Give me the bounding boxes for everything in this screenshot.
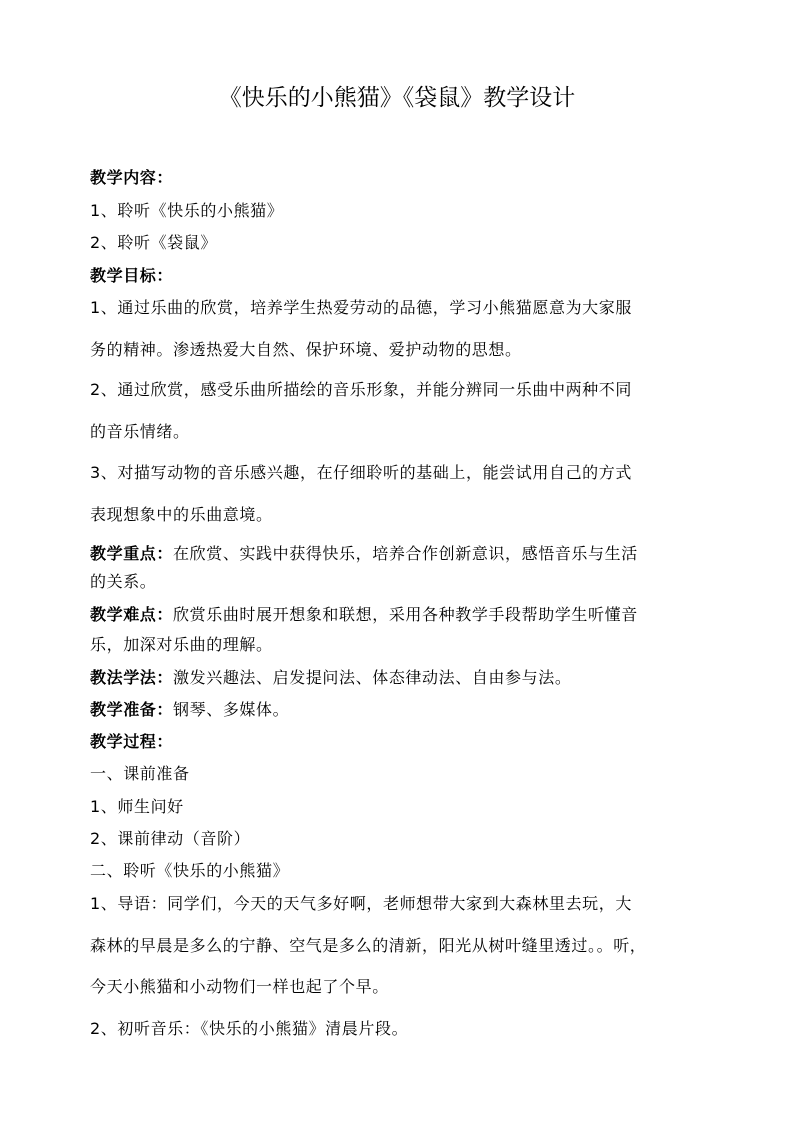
content-item-2: 2、聆听《袋鼠》: [90, 233, 217, 252]
goal-3-line-2: 表现想象中的乐曲意境。: [90, 505, 273, 524]
key-points-label: 教学重点：: [90, 544, 174, 563]
difficulties-line-2: 乐，加深对乐曲的理解。: [90, 635, 273, 654]
key-points-line-1: [90, 542, 710, 566]
key-points-text: 在欣赏、实践中获得快乐，培养合作创新意识，感悟音乐与生活: [173, 544, 638, 563]
document-title: 《快乐的小熊猫》《袋鼠》教学设计: [218, 85, 576, 111]
section-1-item-2: 2、课前律动（音阶）: [90, 829, 251, 848]
intro-line-2: 森林的早晨是多么的宁静、空气是多么的清新，阳光从树叶缝里透过。。听，: [90, 936, 647, 955]
goal-2-line-1: 2、通过欣赏，感受乐曲所描绘的音乐形象，并能分辨同一乐曲中两种不同: [90, 380, 632, 399]
goal-1-line-1: 1、通过乐曲的欣赏，培养学生热爱劳动的品德，学习小熊猫愿意为大家服: [90, 298, 632, 317]
content-item-1: 1、聆听《快乐的小熊猫》: [90, 201, 284, 220]
goal-2-line-2: 的音乐情绪。: [90, 422, 190, 441]
first-listen-line: 2、初听音乐：《快乐的小熊猫》清晨片段。: [90, 1019, 409, 1038]
difficulties-line-1: [90, 603, 710, 627]
methods-label: 教法学法：: [90, 668, 174, 687]
key-points-line-2: 的关系。: [90, 572, 157, 591]
preparation-text: 钢琴、多媒体。: [173, 700, 290, 719]
preparation-line: [90, 698, 710, 722]
goal-3-line-1: 3、对描写动物的音乐感兴趣，在仔细聆听的基础上，能尝试用自己的方式: [90, 463, 632, 482]
section-2-heading: 二、聆听《快乐的小熊猫》: [90, 861, 290, 880]
difficulties-text: 欣赏乐曲时展开想象和联想，采用各种教学手段帮助学生听懂音: [173, 605, 638, 624]
preparation-label: 教学准备：: [90, 700, 174, 719]
intro-line-1: 1、导语：同学们，今天的天气多好啊，老师想带大家到大森林里去玩，大: [90, 894, 632, 913]
section-1-heading: 一、课前准备: [90, 764, 190, 783]
methods-text: 激发兴趣法、启发提问法、体态律动法、自由参与法。: [173, 668, 572, 687]
teaching-process-heading: 教学过程：: [90, 732, 174, 751]
teaching-content-heading: 教学内容：: [90, 168, 174, 187]
intro-line-3: 今天小熊猫和小动物们一样也起了个早。: [90, 977, 389, 996]
difficulties-label: 教学难点：: [90, 605, 174, 624]
methods-line: [90, 666, 710, 690]
teaching-goals-heading: 教学目标：: [90, 266, 174, 285]
section-1-item-1: 1、师生问好: [90, 797, 184, 816]
goal-1-line-2: 务的精神。渗透热爱大自然、保护环境、爱护动物的思想。: [90, 340, 522, 359]
